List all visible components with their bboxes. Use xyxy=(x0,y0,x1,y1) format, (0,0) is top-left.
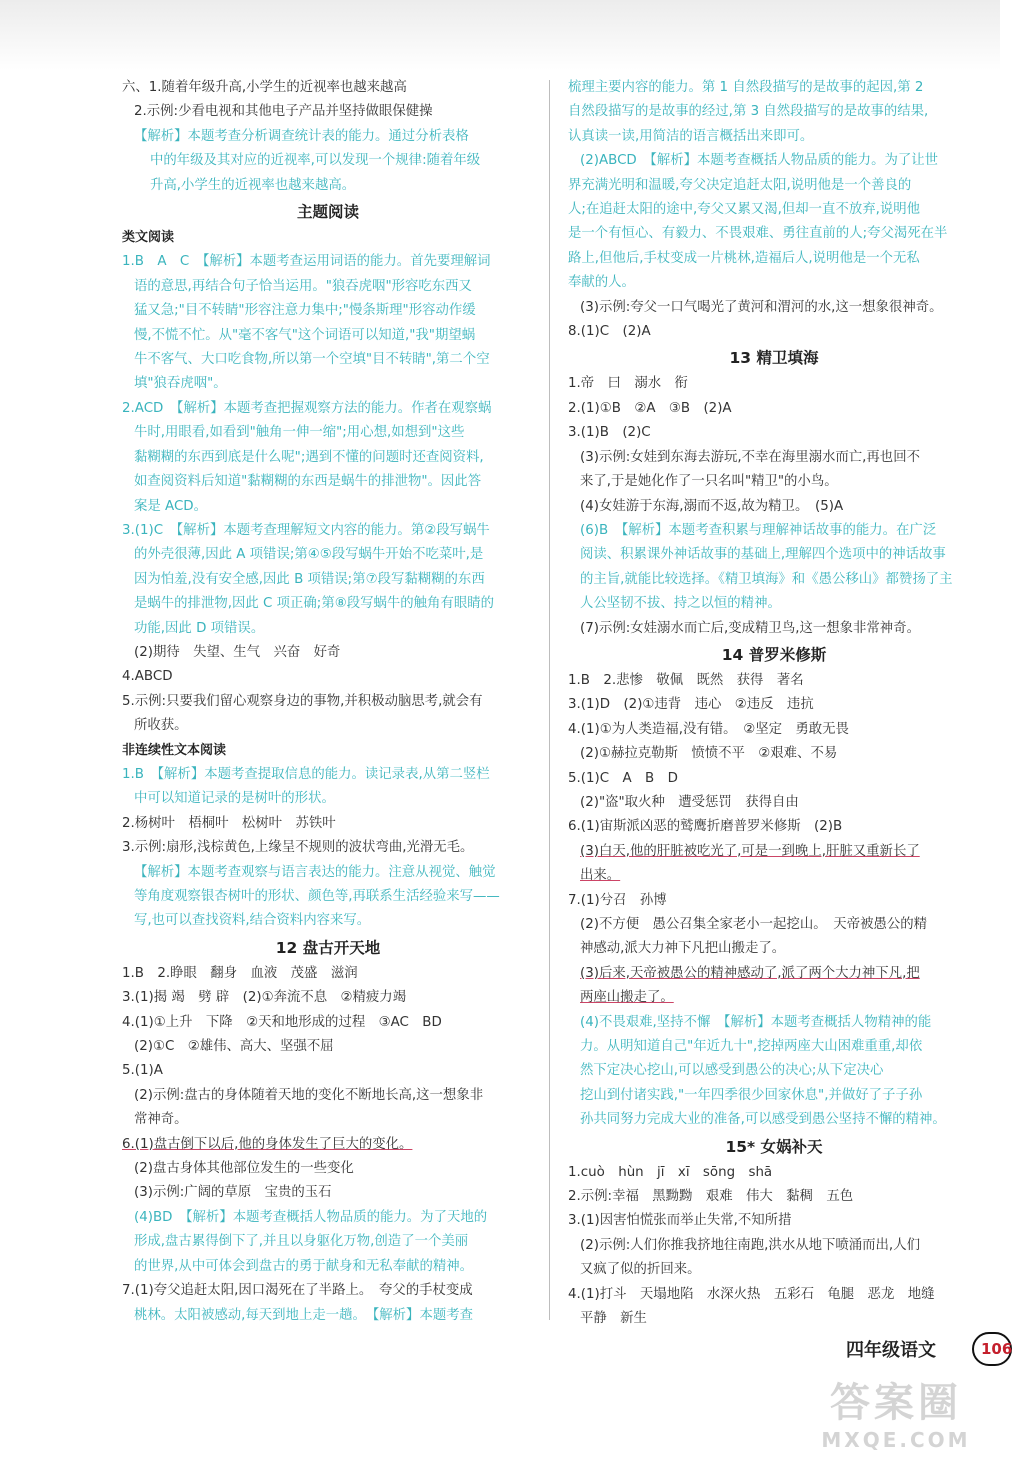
answer-line: (4)女娃游于东海,溺而不返,故为精卫。 (5)A xyxy=(580,498,844,514)
answer-line: 2.杨树叶 梧桐叶 松树叶 苏铁叶 xyxy=(122,815,336,831)
analysis-line: 然下定决心挖山,可以感受到愚公的决心;从下定决心 xyxy=(580,1063,884,1079)
answer-line: (2)①C ②雄伟、高大、坚强不屈 xyxy=(134,1039,334,1055)
section-heading: 主题阅读 xyxy=(296,203,359,222)
analysis-line: 如查阅资料后知道"黏糊糊的东西是蜗牛的排泄物"。因此答 xyxy=(134,474,482,490)
section-heading: 13 精卫填海 xyxy=(729,349,819,368)
column-divider xyxy=(549,80,550,1320)
answer-line: 来了,于是她化作了一只名叫"精卫"的小鸟。 xyxy=(580,474,838,490)
analysis-line: 慢,不慌不忙。从"毫不客气"这个词语可以知道,"我"期望蜗 xyxy=(134,327,476,343)
answer-line: (3)示例:广阔的草原 宝贵的玉石 xyxy=(134,1185,332,1201)
underlined-answer-line: (3)白天,他的肝脏被吃光了,可是一到晚上,肝脏又重新长了 xyxy=(580,843,920,859)
answer-line: 4.(1)①上升 下降 ②天和地形成的过程 ③AC BD xyxy=(122,1014,442,1030)
answer-line: 5.示例:只要我们留心观察身边的事物,并积极动脑思考,就会有 xyxy=(122,693,483,709)
analysis-line: 人公坚韧不拔、持之以恒的精神。 xyxy=(580,596,781,612)
analysis-line: 写,也可以查找资料,结合资料内容来写。 xyxy=(134,913,371,929)
answer-line: 2.示例:少看电视和其他电子产品并坚持做眼保健操 xyxy=(134,104,433,120)
answer-line: (2)示例:人们你推我挤地往南跑,洪水从地下喷涌而出,人们 xyxy=(580,1237,920,1253)
answer-line: 4.ABCD xyxy=(122,669,173,685)
answer-line: 3.(1)因害怕慌张而举止失常,不知所措 xyxy=(568,1213,792,1229)
analysis-line: 【解析】本题考查观察与语言表达的能力。注意从视觉、触觉 xyxy=(134,864,496,880)
answer-line: 1.B 2.悲惨 敬佩 既然 获得 著名 xyxy=(568,672,804,688)
answer-line: (2)"盗"取火种 遭受惩罚 获得自由 xyxy=(580,794,799,810)
analysis-line: 2.ACD 【解析】本题考查把握观察方法的能力。作者在观察蜗 xyxy=(122,400,492,416)
watermark-url: MXQE.COM xyxy=(821,1428,971,1452)
answer-line: 又疯了似的折回来。 xyxy=(580,1262,701,1278)
answer-line: 8.(1)C (2)A xyxy=(568,324,651,340)
analysis-line: 功能,因此 D 项错误。 xyxy=(134,620,265,636)
analysis-line: 案是 ACD。 xyxy=(134,498,208,514)
underlined-answer-line: 出来。 xyxy=(580,868,621,884)
watermark-logo xyxy=(806,1379,986,1459)
analysis-line: 【解析】本题考查分析调查统计表的能力。通过分析表格 xyxy=(134,128,469,144)
analysis-line: 梳理主要内容的能力。第 1 自然段描写的是故事的起因,第 2 xyxy=(568,80,924,95)
analysis-line: 中的年级及其对应的近视率,可以发现一个规律:随着年级 xyxy=(150,153,481,169)
analysis-line: (6)B 【解析】本题考查积累与理解神话故事的能力。在广泛 xyxy=(580,522,937,538)
analysis-line: 填"狼吞虎咽"。 xyxy=(134,376,227,392)
subsection-heading: 非连续性文本阅读 xyxy=(122,742,227,758)
answer-line: 六、1.随着年级升高,小学生的近视率也越来越高 xyxy=(122,80,407,95)
analysis-line: 形成,盘古累得倒下了,并且以身躯化万物,创造了一个美丽 xyxy=(134,1234,469,1250)
answer-line: 平静 新生 xyxy=(580,1311,647,1327)
answer-line: 常神奇。 xyxy=(134,1112,188,1128)
analysis-line: 孙共同努力完成大业的准备,可以感受到愚公坚持不懈的精神。 xyxy=(580,1112,946,1128)
answer-line: (2)示例:盘古的身体随着天地的变化不断地长高,这一想象非 xyxy=(134,1087,484,1103)
analysis-line: 3.(1)C 【解析】本题考查理解短文内容的能力。第②段写蜗牛 xyxy=(122,522,490,538)
underlined-answer-line: 两座山搬走了。 xyxy=(580,990,674,1006)
analysis-line: 自然段描写的是故事的经过,第 3 自然段描写的是故事的结果, xyxy=(568,104,929,120)
analysis-line: 等角度观察银杏树叶的形状、颜色等,再联系生活经验来写—— xyxy=(134,889,500,904)
section-heading: 14 普罗米修斯 xyxy=(721,645,827,664)
watermark-text: 答案圈 xyxy=(830,1380,962,1426)
answer-line: 5.(1)C A B D xyxy=(568,770,678,786)
answer-line: 3.(1)D (2)①违背 违心 ②违反 违抗 xyxy=(568,697,814,713)
analysis-line: (4)不畏艰难,坚持不懈 【解析】本题考查概括人物精神的能 xyxy=(580,1014,932,1030)
analysis-line: 是一个有恒心、有毅力、不畏艰难、勇往直前的人;夸父渴死在半 xyxy=(568,226,948,242)
answer-line: 3.(1)B (2)C xyxy=(568,425,651,441)
answer-line: (2)①赫拉克勒斯 愤愤不平 ②艰难、不易 xyxy=(580,746,838,762)
underlined-answer-line: (3)后来,天帝被愚公的精神感动了,派了两个大力神下凡,把 xyxy=(580,965,920,981)
analysis-line: 奉献的人。 xyxy=(568,275,635,291)
answer-line: 7.(1)兮召 孙博 xyxy=(568,892,667,908)
subsection-heading: 类文阅读 xyxy=(122,230,175,246)
analysis-line: 因为怕羞,没有安全感,因此 B 项错误;第⑦段写黏糊糊的东西 xyxy=(134,571,485,587)
answer-line: (7)示例:女娃溺水而亡后,变成精卫鸟,这一想象非常神奇。 xyxy=(580,620,920,636)
analysis-line: 的世界,从中可体会到盘古的勇于献身和无私奉献的精神。 xyxy=(134,1258,474,1274)
analysis-line: 阅读、积累课外神话故事的基础上,理解四个选项中的神话故事 xyxy=(580,547,946,563)
answer-line: 5.(1)A xyxy=(122,1063,163,1079)
answer-line: (2)期待 失望、生气 兴奋 好奇 xyxy=(134,644,341,660)
answer-line: 2.示例:幸福 黑黝黝 艰难 伟大 黏稠 五色 xyxy=(568,1189,854,1205)
analysis-line: 黏糊糊的东西到底是什么呢";遇到不懂的问题时还查阅资料, xyxy=(134,449,484,465)
section-heading: 15* 女娲补天 xyxy=(725,1137,823,1156)
answer-line: 神感动,派大力神下凡把山搬走了。 xyxy=(580,941,786,957)
analysis-line: 界充满光明和温暖,夸父决定追赶太阳,说明他是一个善良的 xyxy=(568,177,912,193)
analysis-line: 力。从明知道自己"年近九十",挖掉两座大山困难重重,却依 xyxy=(580,1039,923,1055)
answer-line: 6.(1)宙斯派凶恶的鹫鹰折磨普罗米修斯 (2)B xyxy=(568,819,843,835)
page-number: 106 xyxy=(972,1332,1012,1366)
analysis-line: 牛不客气、大口吃食物,所以第一个空填"目不转睛",第二个空 xyxy=(134,352,490,368)
footer-grade-subject: 四年级语文 xyxy=(846,1340,936,1361)
analysis-line: 语的意思,再结合句子恰当运用。"狼吞虎咽"形容吃东西又 xyxy=(134,278,472,294)
answer-line: (2)盘古身体其他部位发生的一些变化 xyxy=(134,1161,354,1177)
analysis-line: 1.B A C 【解析】本题考查运用词语的能力。首先要理解词 xyxy=(122,254,491,270)
analysis-line: 升高,小学生的近视率也越来越高。 xyxy=(150,177,356,193)
analysis-line: (2)ABCD 【解析】本题考查概括人物品质的能力。为了让世 xyxy=(580,153,939,169)
right-column xyxy=(568,76,980,1332)
top-shadow-band xyxy=(0,0,1000,70)
answer-line: 所收获。 xyxy=(134,718,188,734)
answer-line: 4.(1)①为人类造福,没有错。 ②坚定 勇敢无畏 xyxy=(568,721,849,737)
underlined-answer-line: 6.(1)盘古倒下以后,他的身体发生了巨大的变化。 xyxy=(122,1136,413,1152)
analysis-line: (4)BD 【解析】本题考查概括人物品质的能力。为了天地的 xyxy=(134,1209,488,1225)
analysis-line: 挖山到付诸实践,"一年四季很少回家休息",并做好了子子孙 xyxy=(580,1087,923,1103)
answer-line: 4.(1)打斗 天塌地陷 水深火热 五彩石 龟腿 恶龙 地缝 xyxy=(568,1286,935,1302)
analysis-line: 人;在追赶太阳的途中,夸父又累又渴,但却一直不放弃,说明他 xyxy=(568,202,921,218)
answer-line: 1.B 2.睁眼 翻身 血液 茂盛 滋润 xyxy=(122,965,358,981)
answer-line: 1.帝 曰 溺水 衔 xyxy=(568,376,688,392)
analysis-line: 认真读一读,用简洁的语言概括出来即可。 xyxy=(568,128,814,144)
answer-line: 7.(1)夸父追赶太阳,因口渴死在了半路上。 夸父的手杖变成 xyxy=(122,1283,473,1299)
section-heading: 12 盘古开天地 xyxy=(275,938,381,957)
analysis-line: 猛又急;"目不转睛"形容注意力集中;"慢条斯理"形容动作缓 xyxy=(134,303,476,319)
answer-line: (2)不方便 愚公召集全家老小一起挖山。 天帝被愚公的精 xyxy=(580,917,928,932)
answer-line: 3.(1)揭 竭 劈 辟 (2)①奔流不息 ②精疲力竭 xyxy=(122,990,407,1006)
answer-line: 2.(1)①B ②A ③B (2)A xyxy=(568,400,732,416)
analysis-line: 路上,但他后,手杖变成一片桃林,造福后人,说明他是一个无私 xyxy=(568,250,920,266)
answer-line: 1.cuò hùn jī xī sōng shā xyxy=(568,1164,773,1180)
left-column xyxy=(122,76,534,1328)
analysis-line: 桃林。太阳被感动,每天到地上走一趟。 【解析】本题考查 xyxy=(134,1307,474,1323)
answer-line: (3)示例:女娃到东海去游玩,不幸在海里溺水而亡,再也回不 xyxy=(580,449,920,465)
analysis-line: 1.B 【解析】本题考查提取信息的能力。读记录表,从第二竖栏 xyxy=(122,766,490,782)
analysis-line: 是蜗牛的排泄物,因此 C 项正确;第⑧段写蜗牛的触角有眼睛的 xyxy=(134,596,495,612)
answer-line: (3)示例:夸父一口气喝光了黄河和渭河的水,这一想象很神奇。 xyxy=(580,299,943,315)
analysis-line: 牛时,用眼看,如看到"触角一伸一缩";用心想,如想到"这些 xyxy=(134,425,465,441)
analysis-line: 中可以知道记录的是树叶的形状。 xyxy=(134,791,335,807)
analysis-line: 的主旨,就能比较选择。《精卫填海》和《愚公移山》都赞扬了主 xyxy=(580,571,953,587)
analysis-line: 的外壳很薄,因此 A 项错误;第④⑤段写蜗牛开始不吃菜叶,是 xyxy=(134,547,484,563)
answer-line: 3.示例:扇形,浅棕黄色,上缘呈不规则的波状弯曲,光滑无毛。 xyxy=(122,840,474,856)
